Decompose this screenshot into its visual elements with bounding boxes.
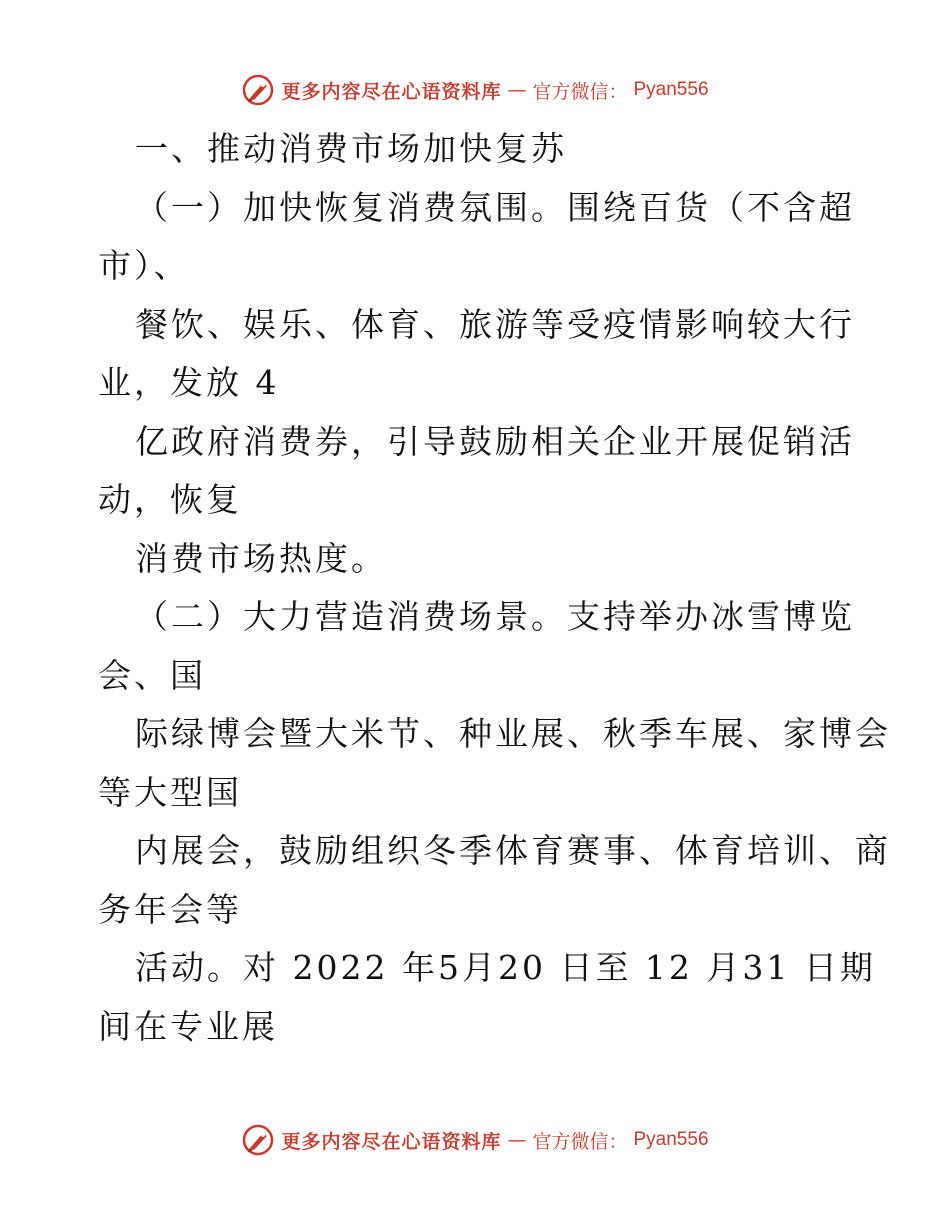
text-line: 活动。对 2022 年5月20 日至 12 月31 日期 <box>135 948 876 987</box>
text-line: 市）、 <box>98 246 190 285</box>
pen-logo-icon <box>241 73 275 107</box>
watermark-id: Pyan556 <box>633 79 709 100</box>
pen-logo-icon <box>241 1123 275 1157</box>
text-line: 际绿博会暨大米节、种业展、秋季车展、家博会 <box>135 714 891 753</box>
text-line: 动，恢复 <box>98 480 242 519</box>
watermark-dash: — <box>507 79 527 101</box>
footer-watermark <box>0 1120 950 1160</box>
watermark-label: 官方微信： <box>532 80 628 103</box>
header-watermark <box>0 70 950 110</box>
watermark-id: Pyan556 <box>633 1129 709 1150</box>
text-line: 间在专业展 <box>98 1006 278 1046</box>
text-line: 业，发放 4 <box>98 363 280 402</box>
watermark-main-text: 更多内容尽在心语资料库 <box>281 80 502 103</box>
text-line: （二）大力营造消费场景。支持举办冰雪博览 <box>135 597 855 636</box>
text-line: 餐饮、娱乐、体育、旅游等受疫情影响较大行 <box>135 304 855 344</box>
text-line: 亿政府消费券，引导鼓励相关企业开展促销活 <box>135 421 855 461</box>
watermark-label: 官方微信： <box>532 1130 628 1153</box>
watermark-dash: — <box>507 1129 527 1151</box>
text-line: 会、国 <box>98 655 206 695</box>
watermark-main-text: 更多内容尽在心语资料库 <box>281 1130 502 1153</box>
text-line: 消费市场热度。 <box>135 538 387 578</box>
text-line: 内展会，鼓励组织冬季体育赛事、体育培训、商 <box>135 831 891 870</box>
text-line: 务年会等 <box>98 889 242 929</box>
document-body <box>98 120 891 1056</box>
text-line: 等大型国 <box>98 772 242 812</box>
text-line: 一、推动消费市场加快复苏 <box>135 129 567 168</box>
text-line: （一）加快恢复消费氛围。围绕百货（不含超 <box>135 187 855 227</box>
